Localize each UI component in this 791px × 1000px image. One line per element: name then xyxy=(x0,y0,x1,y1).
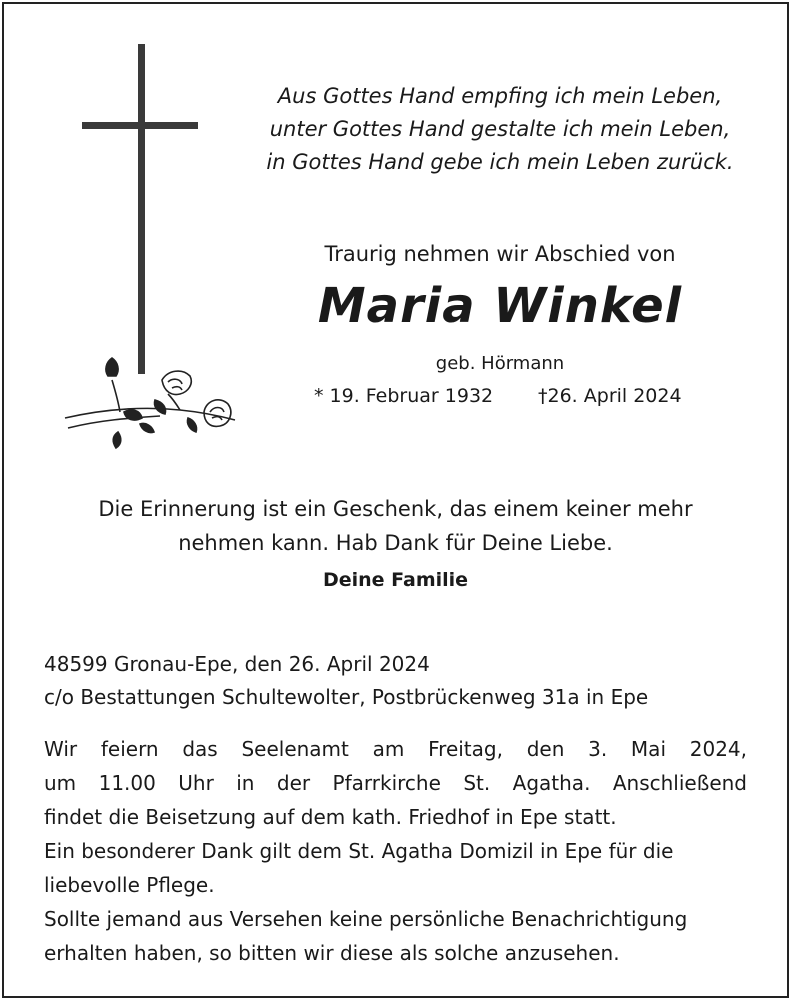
service-line: Sollte jemand aus Versehen keine persönliche Benachrichtigung xyxy=(44,907,688,931)
motto-line: unter Gottes Hand gestalte ich mein Leben, xyxy=(269,117,731,141)
address-line: 48599 Gronau-Epe, den 26. April 2024 xyxy=(44,652,430,676)
service-line: erhalten haben, so bitten wir diese als solche anzusehen. xyxy=(44,941,620,965)
remembrance-quote xyxy=(40,492,751,560)
motto-line: in Gottes Hand gebe ich mein Leben zurück. xyxy=(266,150,734,174)
service-info xyxy=(44,732,747,970)
motto-line: Aus Gottes Hand empfing ich mein Leben, xyxy=(277,84,723,108)
birth-date: * 19. Februar 1932 xyxy=(314,385,494,407)
death-date: †26. April 2024 xyxy=(538,385,682,407)
address-line: c/o Bestattungen Schultewolter, Postbrückenweg 31a in Epe xyxy=(44,685,649,709)
address-block xyxy=(44,648,756,714)
signature: Deine Familie xyxy=(322,569,469,591)
farewell-intro: Traurig nehmen wir Abschied von xyxy=(324,242,676,266)
cross-icon xyxy=(60,40,250,460)
service-line: Ein besonderer Dank gilt dem St. Agatha Domizil in Epe für die xyxy=(44,839,674,863)
service-line: Wir feiern das Seelenamt am Freitag, den 3. Mai 2024, xyxy=(44,737,747,761)
service-line: um 11.00 Uhr in der Pfarrkirche St. Agatha. Anschließend xyxy=(44,771,747,795)
quote-line: Die Erinnerung ist ein Geschenk, das einem keiner mehr xyxy=(98,497,693,521)
service-line: findet die Beisetzung auf dem kath. Friedhof in Epe statt. xyxy=(44,805,617,829)
roses-icon xyxy=(65,358,235,448)
service-line: liebevolle Pflege. xyxy=(44,873,215,897)
quote-line: nehmen kann. Hab Dank für Deine Liebe. xyxy=(178,531,613,555)
maiden-name: geb. Hörmann xyxy=(435,353,565,374)
deceased-name: Maria Winkel xyxy=(317,278,683,334)
motto xyxy=(240,80,760,179)
